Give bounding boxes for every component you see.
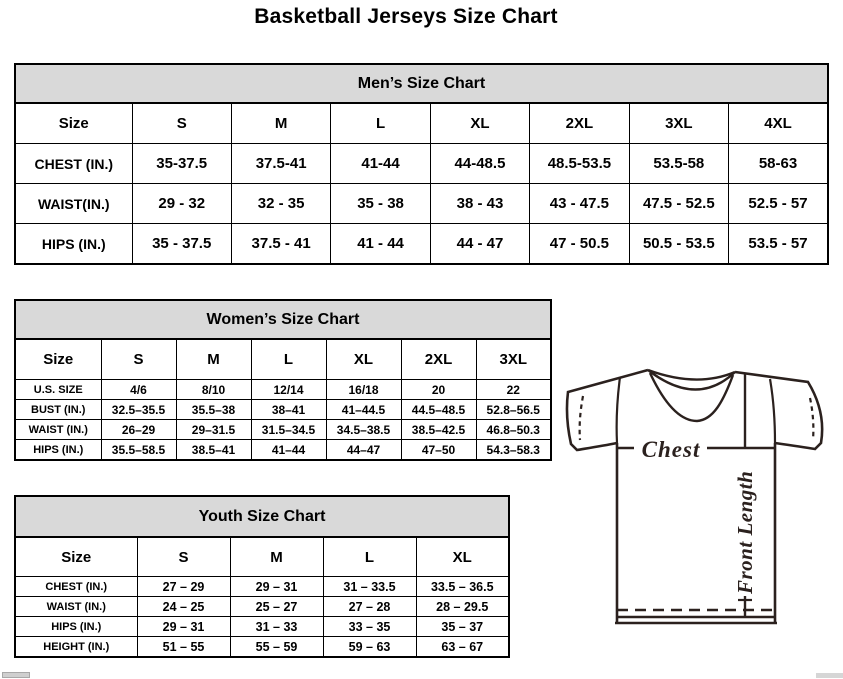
size-value: 50.5 - 53.5	[629, 224, 728, 265]
table-row	[15, 597, 509, 617]
size-value: 27 – 29	[137, 577, 230, 597]
size-value: 31 – 33	[230, 617, 323, 637]
column-header: L	[331, 103, 430, 144]
table-row	[15, 380, 551, 400]
table-row	[15, 617, 509, 637]
column-header: Size	[15, 339, 101, 380]
table-row	[15, 400, 551, 420]
scrollbar-fragment-left[interactable]	[2, 672, 30, 678]
size-value: 16/18	[326, 380, 401, 400]
size-value: 27 – 28	[323, 597, 416, 617]
mens-size-chart-table	[14, 63, 829, 265]
size-value: 37.5-41	[231, 144, 330, 184]
row-label: WAIST(IN.)	[15, 184, 132, 224]
column-header: L	[323, 537, 416, 577]
column-header: 3XL	[476, 339, 551, 380]
column-header: XL	[430, 103, 529, 144]
size-value: 31 – 33.5	[323, 577, 416, 597]
size-value: 63 – 67	[416, 637, 509, 658]
size-value: 59 – 63	[323, 637, 416, 658]
sleeve-cuff-dashes	[580, 396, 814, 440]
table-row	[15, 420, 551, 440]
size-value: 20	[401, 380, 476, 400]
size-value: 53.5 - 57	[729, 224, 828, 265]
size-value: 43 - 47.5	[530, 184, 629, 224]
chest-label: Chest	[641, 437, 701, 462]
table-row	[15, 144, 828, 184]
row-label: HIPS (IN.)	[15, 617, 137, 637]
table-row	[15, 184, 828, 224]
size-value: 38.5–41	[176, 440, 251, 461]
column-header: XL	[416, 537, 509, 577]
column-header: 3XL	[629, 103, 728, 144]
size-value: 44-48.5	[430, 144, 529, 184]
size-value: 55 – 59	[230, 637, 323, 658]
table-row	[15, 224, 828, 265]
size-value: 35 - 38	[331, 184, 430, 224]
column-header: Size	[15, 103, 132, 144]
size-value: 32.5–35.5	[101, 400, 176, 420]
size-value: 33 – 35	[323, 617, 416, 637]
size-value: 8/10	[176, 380, 251, 400]
front-length-label: Front Length	[733, 470, 757, 594]
jersey-outline	[567, 370, 822, 623]
column-header-row	[15, 339, 551, 380]
column-header: 2XL	[401, 339, 476, 380]
size-value: 51 – 55	[137, 637, 230, 658]
size-value: 33.5 – 36.5	[416, 577, 509, 597]
size-value: 29 - 32	[132, 184, 231, 224]
size-value: 47.5 - 52.5	[629, 184, 728, 224]
size-value: 44 - 47	[430, 224, 529, 265]
jersey-collar	[648, 370, 735, 421]
row-label: BUST (IN.)	[15, 400, 101, 420]
size-value: 29 – 31	[230, 577, 323, 597]
size-value: 52.8–56.5	[476, 400, 551, 420]
size-value: 31.5–34.5	[251, 420, 326, 440]
size-value: 35 - 37.5	[132, 224, 231, 265]
row-label: HIPS (IN.)	[15, 224, 132, 265]
size-value: 38.5–42.5	[401, 420, 476, 440]
size-value: 38 - 43	[430, 184, 529, 224]
column-header: S	[137, 537, 230, 577]
table-row	[15, 637, 509, 658]
size-value: 46.8–50.3	[476, 420, 551, 440]
row-label: HEIGHT (IN.)	[15, 637, 137, 658]
size-value: 48.5-53.5	[530, 144, 629, 184]
row-label: CHEST (IN.)	[15, 577, 137, 597]
size-value: 29–31.5	[176, 420, 251, 440]
row-label: CHEST (IN.)	[15, 144, 132, 184]
youth-size-chart-table	[14, 495, 510, 658]
column-header: 4XL	[729, 103, 828, 144]
size-value: 47–50	[401, 440, 476, 461]
size-value: 47 - 50.5	[530, 224, 629, 265]
womens-size-chart-table	[14, 299, 552, 461]
row-label: WAIST (IN.)	[15, 597, 137, 617]
table-row	[15, 440, 551, 461]
size-value: 44.5–48.5	[401, 400, 476, 420]
jersey-measurement-diagram	[557, 360, 838, 630]
size-value: 35.5–58.5	[101, 440, 176, 461]
size-value: 35 – 37	[416, 617, 509, 637]
table-row	[15, 577, 509, 597]
table-title: Women’s Size Chart	[15, 300, 551, 339]
row-label: HIPS (IN.)	[15, 440, 101, 461]
column-header: S	[132, 103, 231, 144]
size-value: 41-44	[331, 144, 430, 184]
column-header: M	[231, 103, 330, 144]
size-value: 52.5 - 57	[729, 184, 828, 224]
size-value: 38–41	[251, 400, 326, 420]
column-header: L	[251, 339, 326, 380]
size-value: 44–47	[326, 440, 401, 461]
size-value: 53.5-58	[629, 144, 728, 184]
size-value: 12/14	[251, 380, 326, 400]
size-value: 32 - 35	[231, 184, 330, 224]
scrollbar-fragment-right[interactable]	[816, 673, 843, 678]
column-header-row	[15, 103, 828, 144]
table-title: Youth Size Chart	[15, 496, 509, 537]
column-header: Size	[15, 537, 137, 577]
size-value: 37.5 - 41	[231, 224, 330, 265]
table-title: Men’s Size Chart	[15, 64, 828, 103]
column-header: XL	[326, 339, 401, 380]
size-value: 35-37.5	[132, 144, 231, 184]
size-value: 54.3–58.3	[476, 440, 551, 461]
size-value: 26–29	[101, 420, 176, 440]
size-value: 24 – 25	[137, 597, 230, 617]
size-value: 35.5–38	[176, 400, 251, 420]
column-header-row	[15, 537, 509, 577]
row-label: U.S. SIZE	[15, 380, 101, 400]
size-value: 41 - 44	[331, 224, 430, 265]
size-value: 41–44	[251, 440, 326, 461]
size-value: 4/6	[101, 380, 176, 400]
size-value: 34.5–38.5	[326, 420, 401, 440]
size-value: 22	[476, 380, 551, 400]
column-header: 2XL	[530, 103, 629, 144]
size-value: 58-63	[729, 144, 828, 184]
size-value: 29 – 31	[137, 617, 230, 637]
page-title: Basketball Jerseys Size Chart	[254, 5, 558, 28]
column-header: M	[230, 537, 323, 577]
row-label: WAIST (IN.)	[15, 420, 101, 440]
column-header: M	[176, 339, 251, 380]
size-value: 28 – 29.5	[416, 597, 509, 617]
size-value: 25 – 27	[230, 597, 323, 617]
size-value: 41–44.5	[326, 400, 401, 420]
column-header: S	[101, 339, 176, 380]
